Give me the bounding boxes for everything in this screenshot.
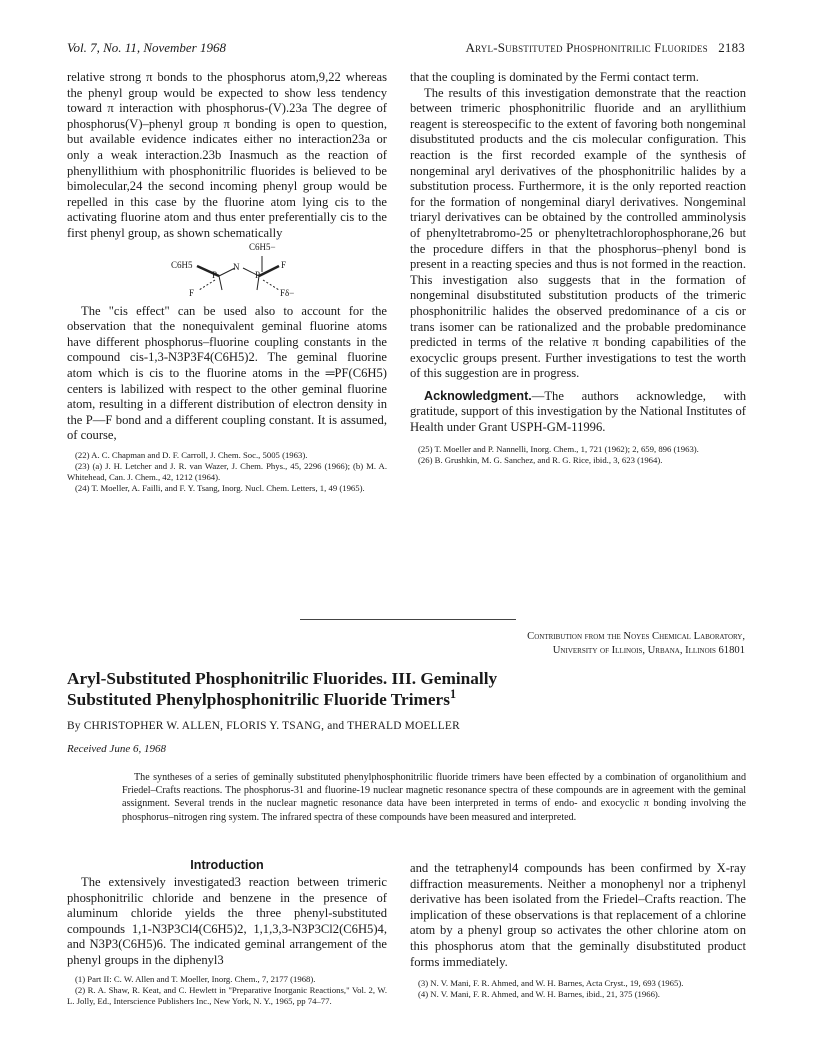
column-1 <box>67 70 387 494</box>
footnote-24: (24) T. Moeller, A. Failli, and F. Y. Tsang, Inorg. Nucl. Chem. Letters, 1, 49 (1965). <box>75 482 365 493</box>
contribution-line-2: University of Illinois, Urbana, Illinois 61801 <box>552 645 745 656</box>
article-authors: By CHRISTOPHER W. ALLEN, FLORIS Y. TSANG, and THERALD MOELLER <box>67 720 460 732</box>
col1-paragraph-1: relative strong π bonds to the phosphorus atom,9,22 whereas the phenyl group would be expected to show less tendency toward π interaction with phosphorus-(V).23a The degree of phosphorus(V)–phenyl group π bonding is open to question, but available evidence indicates either no interaction23a or only a weak interaction.23b Inasmuch as the reaction of phenyllithium with phosphonitrilic fluorides is believed to be bimolecular,24 the second incoming phenyl group would be repelled in this case by the fluorine atom lying cis to the activating fluorine atom and thus enter preferentially cis to the first phenyl group, as shown schematically <box>67 70 387 240</box>
schematic-bonds <box>67 246 387 298</box>
schematic-f-delta: Fδ− <box>280 287 295 298</box>
col2-paragraph-2: The results of this investigation demonstrate that the reaction between trimeric phosphonitrilic fluoride and an aryllithium reagent is stereospecific to the extent of favoring both nongeminal disubstituted products and the cis molecular configuration. This reaction is the first recorded example of the synthesis of nongeminal aryl derivatives of the phosphonitrilic halides by a substitution process. Furthermore, it is the only reported reaction for the formation of nongeminal diaryl derivatives. Nongeminal triaryl derivatives can be obtained by the controlled amminolysis of phenyltetrabromo-25 or phenyltetrachlorophosphorane,26 but the procedure differs in that the phosphorus–phenyl bond is present in a reacting species and thus is not formed in the reaction. This investigation also suggests that in the formation of nongeminal disubstituted substitution products of the trimeric phosphonitrilic halides the observed predominance of a cis or trans isomer can be rationalized and the probable predominance predicted in terms of the relative π bonding capabilities of the exocyclic groups present. Further investigations to test the worth of this suggestion are in progress. <box>410 85 746 381</box>
contribution-note <box>527 630 745 658</box>
abstract-text: The syntheses of a series of geminally substituted phenylphosphonitrilic fluoride trimers have been effected by a combination of organolithium and Friedel–Crafts reactions. The phosphorus-31 and fluorine-19 nuclear magnetic resonance spectra of these compounds are in agreement with the geminal assignment. Several trends in the nuclear magnetic resonance data have been interpreted in terms of endo- and exocyclic π bonding involving the phosphorus–nitrogen ring system. The infrared spectra of these compounds have been measured and interpreted. <box>122 772 746 823</box>
article-title <box>67 668 747 710</box>
schematic-f-right: F <box>281 259 287 270</box>
footnote-3: (3) N. V. Mani, F. R. Ahmed, and W. H. Barnes, Acta Cryst., 19, 693 (1965). <box>418 978 684 989</box>
article-title-line-2: Substituted Phenylphosphonitrilic Fluoride Trimers <box>67 690 450 709</box>
abstract <box>122 771 746 824</box>
schematic-ring-p2: P <box>255 269 261 280</box>
intro-footnotes <box>67 974 387 1007</box>
schematic-left-phenyl: C6H5 <box>171 259 193 270</box>
col1-footnotes <box>67 450 387 494</box>
col4-paragraph-1: and the tetraphenyl4 compounds has been confirmed by X-ray diffraction measurements. Neither a monophenyl nor a triphenyl derivative has been isolated from the Friedel–Crafts reaction. The implication of these observations is that replacement of a chlorine atom by a phenyl group so activates the other chlorine atom on this phosphorus atom that the geminally disubstituted product forms immediately. <box>410 861 746 969</box>
running-header-left: Vol. 7, No. 11, November 1968 <box>67 40 226 55</box>
footnote-26: (26) B. Grushkin, M. G. Sanchez, and R. G. Rice, ibid., 3, 623 (1964). <box>418 454 663 465</box>
article-title-line-1: Aryl-Substituted Phosphonitrilic Fluorides. III. Geminally <box>67 669 498 688</box>
acknowledgment-text: —The authors acknowledge, with gratitude, support of this investigation by the National Institutes of Health under Grant USPH-GM-11996. <box>410 388 746 435</box>
contribution-line-1: Contribution from the Noyes Chemical Laboratory, <box>527 631 745 642</box>
section-divider <box>300 619 516 620</box>
acknowledgment <box>410 389 746 436</box>
acknowledgment-label: Acknowledgment. <box>424 388 532 403</box>
footnote-1: (1) Part II: C. W. Allen and T. Moeller, Inorg. Chem., 7, 2177 (1968). <box>75 973 316 984</box>
running-title: Aryl-Substituted Phosphonitrilic Fluorides <box>465 40 708 55</box>
chemical-schematic <box>67 241 387 298</box>
intro-paragraph-1: The extensively investigated3 reaction between trimeric phosphonitrilic chloride and benzene in the presence of aluminum chloride yields the three phenyl-substituted compounds 1,1-N3P3Cl4(C6H5)2, 1,1,3,3-N3P3Cl2(C6H5)4, and N3P3(C6H5)6. The indicated geminal arrangement of the phenyl groups in the diphenyl3 <box>67 875 387 967</box>
col4-footnotes <box>410 978 746 1000</box>
col1-paragraph-2: The "cis effect" can be used also to account for the observation that the nonequivalent geminal fluorine atoms have different phosphorus–fluorine coupling constants in the compound cis-1,3-N3P3F4(C6H5)2. The geminal fluorine atom which is cis to the fluorine atoms in the ═PF(C6H5) centers is labilized with respect to the other geminal fluorine atom, resulting in a different distribution of electron density in the P—F bond and a different coupling constant. It is assumed, of course, <box>67 303 387 443</box>
column-2 <box>410 70 746 466</box>
schematic-top-phenyl: C6H5− <box>249 241 276 252</box>
title-footnote-mark: 1 <box>449 687 457 702</box>
page-number: 2183 <box>718 40 745 55</box>
col2-paragraph-1: that the coupling is dominated by the Fermi contact term. <box>410 70 699 84</box>
col2-footnotes <box>410 444 746 466</box>
schematic-ring-n: N <box>233 261 240 272</box>
column-4 <box>410 861 746 1000</box>
footnote-25: (25) T. Moeller and P. Nannelli, Inorg. Chem., 1, 721 (1962); 2, 659, 896 (1963). <box>418 443 699 454</box>
introduction-heading: Introduction <box>190 858 264 872</box>
footnote-4: (4) N. V. Mani, F. R. Ahmed, and W. H. Barnes, ibid., 21, 375 (1966). <box>418 989 660 1000</box>
running-header-right <box>466 40 745 56</box>
footnote-22: (22) A. C. Chapman and D. F. Carroll, J. Chem. Soc., 5005 (1963). <box>75 449 308 460</box>
column-3 <box>67 875 387 1007</box>
footnote-23: (23) (a) J. H. Letcher and J. R. van Wazer, J. Chem. Phys., 45, 2296 (1966); (b) M. A. Whitehead, Can. J. Chem., 42, 1212 (1964). <box>67 460 387 482</box>
schematic-ring-p1: P <box>212 269 218 280</box>
footnote-2: (2) R. A. Shaw, R. Keat, and C. Hewlett in "Preparative Inorganic Reactions," Vol. 2, W. L. Jolly, Ed., Interscience Publishers Inc., New York, N. Y., 1965, pp 74–77. <box>67 984 387 1006</box>
schematic-f-left: F <box>189 287 195 298</box>
received-date: Received June 6, 1968 <box>67 743 166 755</box>
